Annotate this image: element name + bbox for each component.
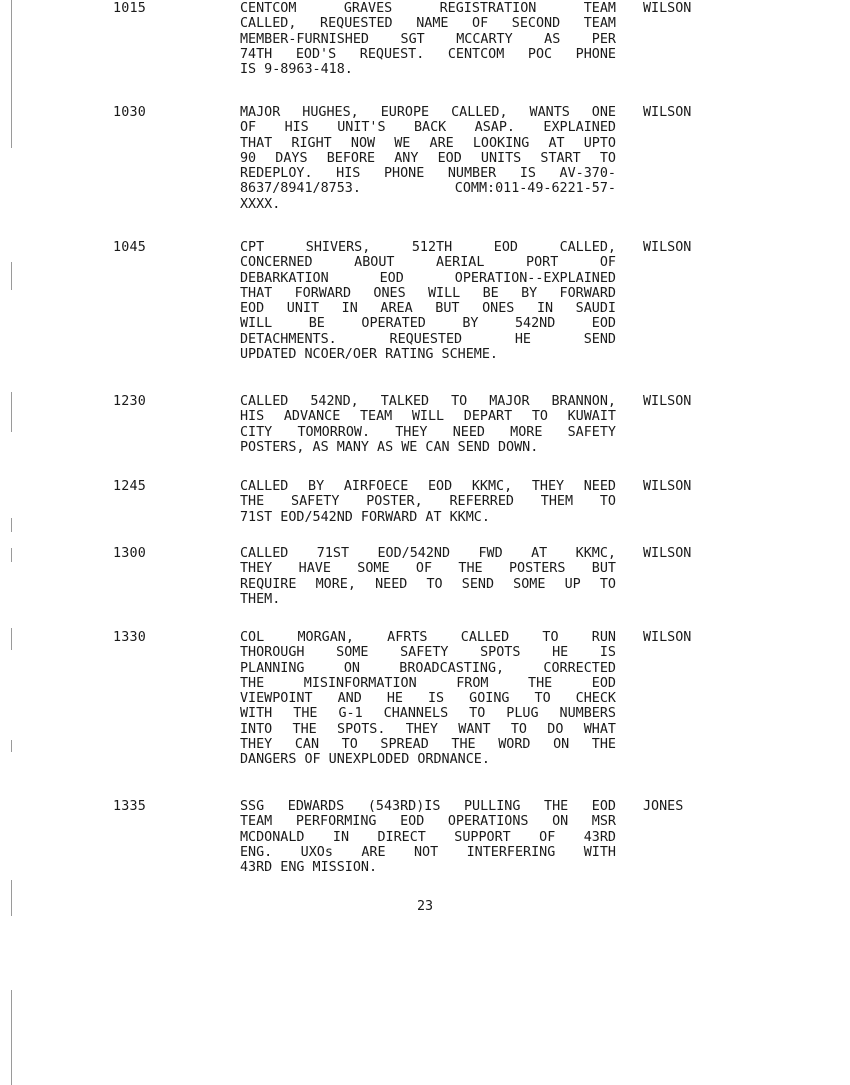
entry-line: CENTCOM GRAVES REGISTRATION TEAM <box>240 1 616 16</box>
entry-time: 1335 <box>113 799 147 814</box>
entry-line: THEY HAVE SOME OF THE POSTERS BUT <box>240 561 616 577</box>
entry-text <box>240 240 616 362</box>
entry-text <box>240 630 616 768</box>
entry-text <box>240 479 616 525</box>
entry-text <box>240 799 616 875</box>
scan-mark <box>11 262 12 290</box>
scan-mark <box>11 518 12 532</box>
entry-line: REQUIRE MORE, NEED TO SEND SOME UP TO <box>240 576 616 592</box>
entry-name: WILSON <box>643 479 692 494</box>
entry-line: REDEPLOY. HIS PHONE NUMBER IS AV-370- <box>240 166 616 182</box>
entry-line: XXXX. <box>240 196 281 212</box>
page-number: 23 <box>416 899 434 914</box>
entry-line: EOD UNIT IN AREA BUT ONES IN SAUDI <box>240 301 616 317</box>
entry-line: CALLED 71ST EOD/542ND FWD AT KKMC, <box>240 546 616 561</box>
entry-text <box>240 1 616 77</box>
entry-line: THAT FORWARD ONES WILL BE BY FORWARD <box>240 285 616 301</box>
entry-line: MAJOR HUGHES, EUROPE CALLED, WANTS ONE <box>240 105 616 120</box>
entry-line: MCDONALD IN DIRECT SUPPORT OF 43RD <box>240 829 616 845</box>
entry-line: INTO THE SPOTS. THEY WANT TO DO WHAT <box>240 721 616 737</box>
entry-line: 74TH EOD'S REQUEST. CENTCOM POC PHONE <box>240 46 616 62</box>
entry-line: POSTERS, AS MANY AS WE CAN SEND DOWN. <box>240 439 539 455</box>
entry-line: 43RD ENG MISSION. <box>240 860 378 876</box>
entry-line: HIS ADVANCE TEAM WILL DEPART TO KUWAIT <box>240 409 616 425</box>
scan-mark <box>11 740 12 752</box>
entry-line: ENG. UXOs ARE NOT INTERFERING WITH <box>240 844 616 860</box>
entry-line: THEY CAN TO SPREAD THE WORD ON THE <box>240 737 616 753</box>
entry-line: THAT RIGHT NOW WE ARE LOOKING AT UPTO <box>240 135 616 151</box>
entry-line: MEMBER-FURNISHED SGT MCCARTY AS PER <box>240 31 616 47</box>
entry-line: WILL BE OPERATED BY 542ND EOD <box>240 316 616 332</box>
entry-line: CPT SHIVERS, 512TH EOD CALLED, <box>240 240 616 255</box>
entry-time: 1330 <box>113 630 147 645</box>
entry-line: IS 9-8963-418. <box>240 62 353 78</box>
entry-line: 71ST EOD/542ND FORWARD AT KKMC. <box>240 509 490 525</box>
entry-line: VIEWPOINT AND HE IS GOING TO CHECK <box>240 691 616 707</box>
scan-mark <box>11 0 12 148</box>
entry-line: DETACHMENTS. REQUESTED HE SEND <box>240 331 616 347</box>
entry-time: 1230 <box>113 394 147 409</box>
entry-time: 1245 <box>113 479 147 494</box>
entry-time: 1045 <box>113 240 147 255</box>
entry-line: CONCERNED ABOUT AERIAL PORT OF <box>240 255 616 271</box>
entry-line: THE SAFETY POSTER, REFERRED THEM TO <box>240 494 616 510</box>
entry-text <box>240 394 616 455</box>
scan-mark <box>11 990 12 1085</box>
entry-line: WITH THE G-1 CHANNELS TO PLUG NUMBERS <box>240 706 616 722</box>
entry-name: WILSON <box>643 240 692 255</box>
scan-mark <box>11 548 12 562</box>
entry-line: CALLED 542ND, TALKED TO MAJOR BRANNON, <box>240 394 616 409</box>
entry-name: WILSON <box>643 630 692 645</box>
entry-time: 1030 <box>113 105 147 120</box>
entry-line: CALLED BY AIRFOECE EOD KKMC, THEY NEED <box>240 479 616 494</box>
entry-line: THE MISINFORMATION FROM THE EOD <box>240 675 616 691</box>
entry-line: 90 DAYS BEFORE ANY EOD UNITS START TO <box>240 150 616 166</box>
entry-name: WILSON <box>643 105 692 120</box>
entry-line: THOROUGH SOME SAFETY SPOTS HE IS <box>240 645 616 661</box>
entry-line: THEM. <box>240 591 281 607</box>
entry-text <box>240 546 616 607</box>
entry-line: COL MORGAN, AFRTS CALLED TO RUN <box>240 630 616 645</box>
entry-line: UPDATED NCOER/OER RATING SCHEME. <box>240 347 498 363</box>
entry-line: OF HIS UNIT'S BACK ASAP. EXPLAINED <box>240 120 616 136</box>
entry-text <box>240 105 616 212</box>
scan-mark <box>11 392 12 432</box>
entry-line: TEAM PERFORMING EOD OPERATIONS ON MSR <box>240 814 616 830</box>
entry-line: CALLED, REQUESTED NAME OF SECOND TEAM <box>240 16 616 32</box>
entry-line: PLANNING ON BROADCASTING, CORRECTED <box>240 660 616 676</box>
entry-line: SSG EDWARDS (543RD)IS PULLING THE EOD <box>240 799 616 814</box>
entry-line: CITY TOMORROW. THEY NEED MORE SAFETY <box>240 424 616 440</box>
entry-line: 8637/8941/8753. COMM:011-49-6221-57- <box>240 181 616 197</box>
entry-name: WILSON <box>643 394 692 409</box>
entry-line: DANGERS OF UNEXPLODED ORDNANCE. <box>240 752 490 768</box>
entry-line: DEBARKATION EOD OPERATION--EXPLAINED <box>240 270 616 286</box>
entry-name: JONES <box>643 799 684 814</box>
scan-mark <box>11 628 12 650</box>
entry-name: WILSON <box>643 546 692 561</box>
entry-time: 1015 <box>113 1 147 16</box>
entry-time: 1300 <box>113 546 147 561</box>
entry-name: WILSON <box>643 1 692 16</box>
